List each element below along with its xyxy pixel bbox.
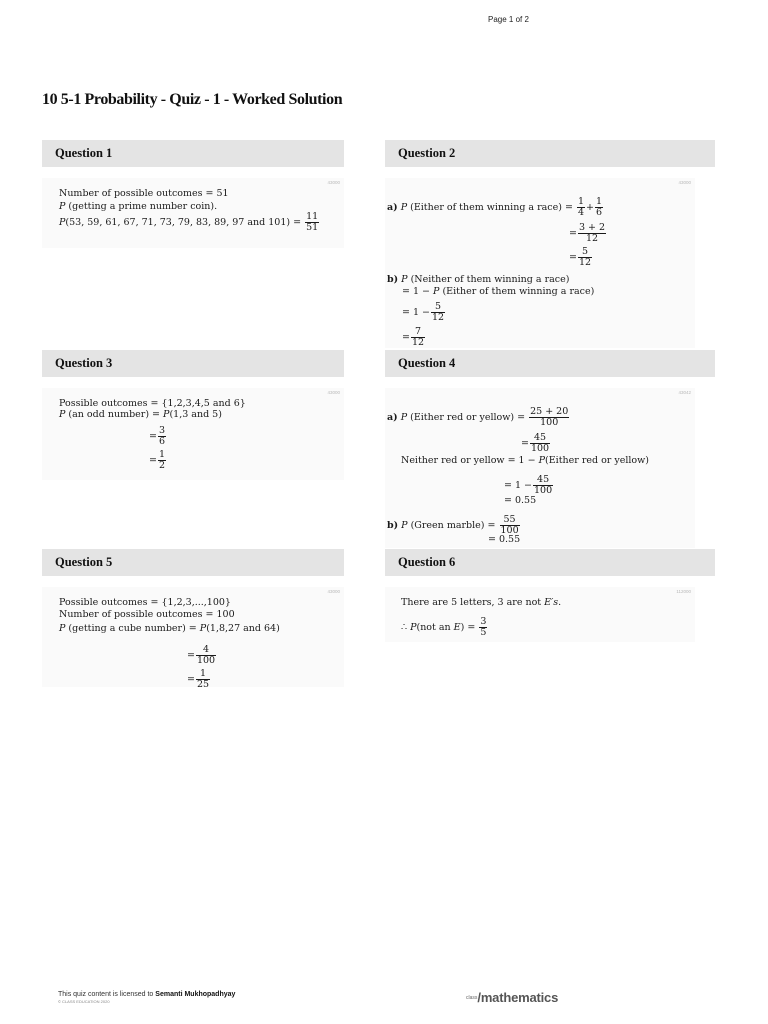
- solution-line: b) P (Green marble) = $\frac{55}{100}$: [387, 514, 519, 536]
- solution-line: = $\frac{3 + 2}{12}$: [569, 222, 606, 244]
- solution-line: = 1 − P (Either of them winning a race): [402, 286, 595, 297]
- solution-line: = $\frac{5}{12}$: [569, 246, 592, 268]
- copyright-text: © CLASS EDUCATION 2020: [58, 999, 110, 1004]
- solution-line: Number of possible outcomes = 100: [59, 609, 235, 620]
- page-number: Page 1 of 2: [488, 15, 529, 24]
- solution-line: = 1 − $\frac{5}{12}$: [402, 301, 445, 323]
- question-id: 43000: [327, 180, 340, 185]
- question-4-solution: [385, 388, 695, 548]
- question-id: 43042: [678, 390, 691, 395]
- solution-line: = $\frac{4}{100}$: [187, 644, 216, 666]
- question-5-heading: Question 5: [42, 549, 344, 576]
- question-2-heading: Question 2: [385, 140, 715, 167]
- question-6-heading: Question 6: [385, 549, 715, 576]
- solution-line: P(53, 59, 61, 67, 71, 73, 79, 83, 89, 97 and 101) = $\frac{11}{51}$: [59, 211, 319, 233]
- solution-line: = 1 − $\frac{45}{100}$: [504, 474, 553, 496]
- solution-line: P (getting a cube number) = P(1,8,27 and 64): [59, 623, 280, 634]
- solution-line: = 0.55: [488, 534, 521, 545]
- solution-line: = $\frac{1}{2}$: [149, 449, 166, 471]
- solution-line: ∴ P(not an E) = $\frac{3}{5}$: [401, 616, 487, 638]
- question-id: 43000: [678, 180, 691, 185]
- solution-line: There are 5 letters, 3 are not E′s.: [401, 597, 562, 608]
- solution-line: = $\frac{7}{12}$: [402, 326, 425, 348]
- question-1-heading: Question 1: [42, 140, 344, 167]
- question-6-solution: [385, 587, 695, 642]
- solution-line: Possible outcomes = {1,2,3,...,100}: [59, 597, 231, 608]
- solution-line: = $\frac{3}{6}$: [149, 425, 166, 447]
- solution-line: a) P (Either red or yellow) = $\frac{25 + 20}{100}$: [387, 406, 569, 428]
- solution-line: = 0.55: [504, 495, 537, 506]
- fraction: $\frac{11}{51}$: [306, 211, 319, 233]
- page-title: 10 5-1 Probability - Quiz - 1 - Worked Solution: [42, 91, 343, 108]
- question-1-solution: [42, 178, 344, 248]
- question-id: 43000: [327, 589, 340, 594]
- solution-line: = $\frac{45}{100}$: [521, 432, 550, 454]
- solution-line: P (getting a prime number coin).: [59, 201, 218, 212]
- solution-line: = $\frac{1}{25}$: [187, 668, 210, 690]
- question-id: 112000: [676, 589, 691, 594]
- solution-line: Neither red or yellow = 1 − P(Either red or yellow): [401, 455, 649, 466]
- license-footer: This quiz content is licensed to Semanti Mukhopadhyay © CLASS EDUCATION 2020: [58, 991, 236, 1004]
- solution-line: P (an odd number) = P(1,3 and 5): [59, 409, 222, 420]
- solution-line: Number of possible outcomes = 51: [59, 188, 229, 199]
- question-2-solution: [385, 178, 695, 348]
- question-3-heading: Question 3: [42, 350, 344, 377]
- licensee-name: Semanti Mukhopadhyay: [155, 991, 236, 998]
- class-mathematics-logo: class/mathematics: [466, 990, 559, 1005]
- question-5-solution: [42, 587, 344, 690]
- solution-line: b) P (Neither of them winning a race): [387, 274, 570, 285]
- solution-line: a) P (Either of them winning a race) = $\frac{1}{4}$ + $\frac{1}{6}$: [387, 196, 603, 218]
- question-3-solution: [42, 388, 344, 480]
- solution-line: Possible outcomes = {1,2,3,4,5 and 6}: [59, 398, 246, 409]
- question-id: 43000: [327, 390, 340, 395]
- question-4-heading: Question 4: [385, 350, 715, 377]
